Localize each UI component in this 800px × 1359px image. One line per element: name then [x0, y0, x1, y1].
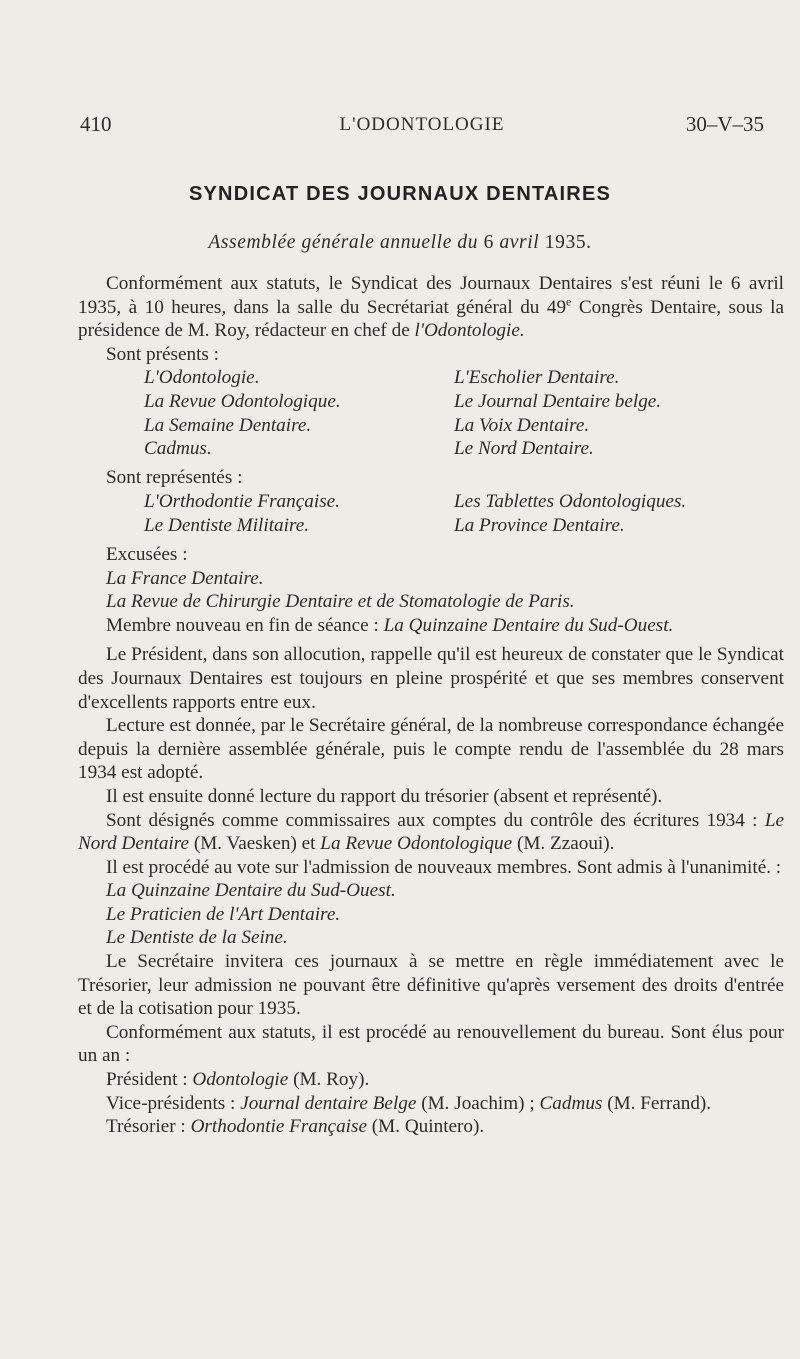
represented-list: [144, 490, 784, 537]
p4-text-b: (M. Vaesken) et: [189, 833, 321, 855]
article-body: [78, 272, 784, 1139]
list-item: Cadmus.: [144, 438, 212, 460]
list-item: La Voix Dentaire.: [454, 414, 590, 436]
p4-journal-1: Le Nord Dentaire: [78, 809, 784, 855]
president-name: (M. Roy).: [288, 1069, 370, 1091]
paragraph-secretaire: Le Secrétaire invitera ces journaux à se mettre en règle immédiatement avec le Trésorier, leur admission ne pouvant être définitive qu'après versement des droits d'entrée et de la cotisation pour 1935.: [78, 951, 784, 1020]
list-item: L'Orthodontie Française.: [144, 490, 340, 512]
intro-journal: l'Odontologie.: [414, 320, 525, 342]
list-item: La France Dentaire.: [106, 567, 264, 589]
list-item: Le Nord Dentaire.: [454, 438, 594, 460]
subtitle-month: avril: [499, 232, 540, 253]
list-item: Le Journal Dentaire belge.: [454, 390, 662, 412]
treasurer-name: (M. Quintero).: [366, 1116, 485, 1138]
p4-text-c: (M. Zzaoui).: [512, 833, 615, 855]
list-item: L'Odontologie.: [144, 367, 260, 389]
intro-paragraph: [78, 272, 784, 343]
president-journal: Odontologie: [192, 1069, 289, 1091]
paragraph-correspondance: Lecture est donnée, par le Secrétaire général, de la nombreuse correspondance échangée depuis la dernière assemblée générale, puis le compte rendu de l'assemblée du 28 mars 1934 est adopté.: [78, 715, 784, 784]
new-member-journal: La Quinzaine Dentaire du Sud-Ouest.: [383, 614, 674, 636]
vp-journal-1: Journal dentaire Belge: [240, 1092, 417, 1114]
new-member-label: Membre nouveau en fin de séance :: [106, 614, 384, 636]
elected-treasurer: [78, 1115, 784, 1139]
article-subtitle: [0, 232, 800, 254]
journal-title: L'ODONTOLOGIE: [339, 114, 505, 135]
subtitle-year: 1935.: [544, 232, 592, 253]
list-item: Le Dentiste Militaire.: [144, 514, 310, 536]
page-number: 410: [80, 112, 112, 136]
paragraph-allocution: Le Président, dans son allocution, rappelle qu'il est heureux de constater que le Syndicat des Journaux Dentaires est toujours en pleine prospérité et que ses membres conservent d'excellents rapports entre eux.: [78, 644, 784, 713]
elected-president: [78, 1068, 784, 1092]
paragraph-tresorier: Il est ensuite donné lecture du rapport du trésorier (absent et représenté).: [106, 785, 663, 807]
vp-name-1: (M. Joachim) ;: [416, 1092, 540, 1114]
vp-name-2: (M. Ferrand).: [602, 1092, 712, 1114]
list-item: Les Tablettes Odontologiques.: [454, 490, 687, 512]
treasurer-journal: Orthodontie Française: [190, 1116, 367, 1138]
paragraph-renouvellement: Conformément aux statuts, il est procédé au renouvellement du bureau. Sont élus pour un an :: [78, 1021, 784, 1067]
intro-text-b: Congrès Dentaire, sous la présidence de M. Roy, rédacteur en chef de: [78, 296, 784, 342]
subtitle-day: 6: [483, 232, 494, 253]
elected-vice-presidents: [78, 1092, 784, 1116]
list-item: La Quinzaine Dentaire du Sud-Ouest.: [106, 880, 396, 902]
treasurer-label: Trésorier :: [106, 1116, 191, 1138]
list-item: L'Escholier Dentaire.: [454, 367, 620, 389]
list-item: La Revue de Chirurgie Dentaire et de Stomatologie de Paris.: [106, 591, 575, 613]
intro-text-a: Conformément aux statuts, le Syndicat des Journaux Dentaires s'est réuni le 6 avril 1935, à 10 heures, dans la salle du Secrétariat général du 49: [78, 273, 784, 318]
vp-journal-2: Cadmus: [539, 1092, 603, 1114]
presents-list: [144, 366, 784, 460]
subtitle-italic: Assemblée générale annuelle du: [208, 232, 479, 253]
list-item: La Revue Odontologique.: [144, 390, 341, 412]
list-item: La Semaine Dentaire.: [144, 414, 312, 436]
list-item: Le Praticien de l'Art Dentaire.: [106, 903, 341, 925]
vp-label: Vice-présidents :: [106, 1092, 241, 1114]
paragraph-admission: Il est procédé au vote sur l'admission de nouveaux membres. Sont admis à l'unanimité. :: [106, 856, 782, 878]
represented-label: Sont représentés :: [106, 467, 243, 489]
new-member-line: [78, 614, 784, 638]
presents-label: Sont présents :: [106, 343, 219, 365]
list-item: La Province Dentaire.: [454, 514, 625, 536]
intro-superscript: e: [566, 294, 572, 309]
paragraph-commissaires: [78, 809, 784, 856]
issue-date: 30–V–35: [685, 112, 764, 136]
excused-label: Excusées :: [106, 543, 188, 565]
p4-text-a: Sont désignés comme commissaires aux comptes du contrôle des écritures 1934 :: [106, 809, 765, 831]
running-header: [80, 112, 764, 142]
p4-journal-2: La Revue Odontologique: [320, 833, 513, 855]
article-title: SYNDICAT DES JOURNAUX DENTAIRES: [188, 183, 612, 205]
president-label: Président :: [106, 1069, 193, 1091]
list-item: Le Dentiste de la Seine.: [106, 927, 288, 949]
